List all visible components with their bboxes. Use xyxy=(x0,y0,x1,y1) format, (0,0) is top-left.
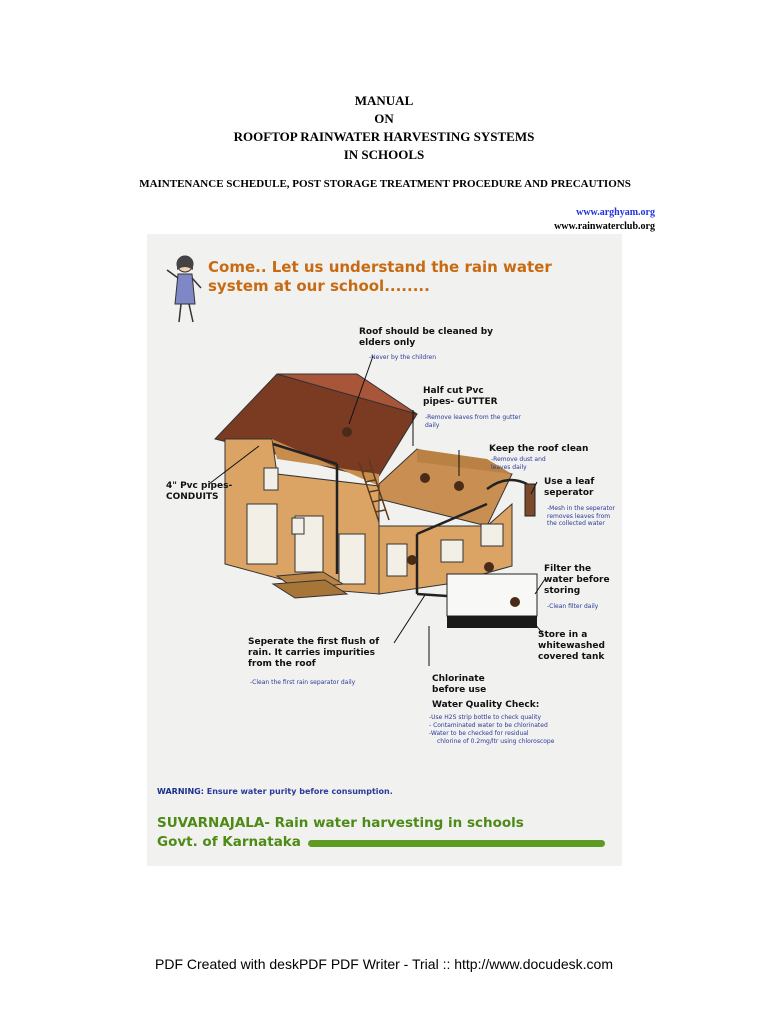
label-water-quality: Water Quality Check: xyxy=(432,700,540,710)
label-store: Store in a whitewashed covered tank xyxy=(538,630,605,662)
poster-footer-line-2: Govt. of Karnataka xyxy=(157,834,301,850)
poster-intro: Come.. Let us understand the rain water system at our school........ xyxy=(208,258,552,295)
title-line-2: ON xyxy=(374,111,394,126)
link-arghyam[interactable]: www.arghyam.org xyxy=(576,207,655,218)
title-line-4: IN SCHOOLS xyxy=(343,147,425,162)
poster-footer-line-1: SUVARNAJALA- Rain water harvesting in schools xyxy=(157,815,524,831)
label-roof: Roof should be cleaned by elders only xyxy=(359,327,494,348)
label-filter-note: -Clean filter daily xyxy=(547,603,599,610)
green-accent-bar xyxy=(308,840,605,847)
document-title xyxy=(0,92,768,164)
title-line-1: MANUAL xyxy=(354,93,414,108)
title-line-3: ROOFTOP RAINWATER HARVESTING SYSTEMS xyxy=(233,129,535,144)
warning-label: WARNING: xyxy=(157,787,204,796)
label-quality-note-4: chlorine of 0.2mg/ltr using chloroscope xyxy=(437,738,555,745)
label-first-flush: Seperate the first flush of rain. It carries impurities from the roof xyxy=(248,637,380,669)
warning-text: Ensure water purity before consumption. xyxy=(206,787,393,796)
document-subtitle: MAINTENANCE SCHEDULE, POST STORAGE TREATMENT PROCEDURE AND PRECAUTIONS xyxy=(139,178,631,190)
warning-line xyxy=(157,787,393,796)
label-quality-note-1: -Use H2S strip bottle to check quality xyxy=(429,714,542,721)
label-roof-clean: Keep the roof clean xyxy=(489,444,589,454)
label-leaf-separator: Use a leaf seperator xyxy=(544,477,595,498)
link-rainwaterclub[interactable]: www.rainwaterclub.org xyxy=(554,221,655,232)
label-first-flush-note: -Clean the first rain separator daily xyxy=(250,679,356,686)
label-leaf-separator-note: -Mesh in the seperator removes leaves from the collected water xyxy=(547,505,615,527)
label-quality-note-3: -Water to be checked for residual xyxy=(429,730,529,737)
pdf-footer: PDF Created with deskPDF PDF Writer - Trial :: http://www.docudesk.com xyxy=(155,956,613,972)
label-filter: Filter the water before storing xyxy=(544,564,610,596)
label-quality-note-2: - Contaminated water to be chlorinated xyxy=(429,722,548,729)
label-gutter-note: -Remove leaves from the gutter daily xyxy=(425,414,521,429)
label-chlorinate: Chlorinate before use xyxy=(432,674,487,695)
label-conduits: 4" Pvc pipes- CONDUITS xyxy=(166,481,233,502)
label-roof-note: -Never by the children xyxy=(369,354,437,361)
label-gutter: Half cut Pvc pipes- GUTTER xyxy=(423,386,498,407)
label-roof-clean-note: -Remove dust and leaves daily xyxy=(491,456,546,471)
girl-mascot-icon xyxy=(167,256,201,322)
rainwater-poster xyxy=(147,234,622,866)
